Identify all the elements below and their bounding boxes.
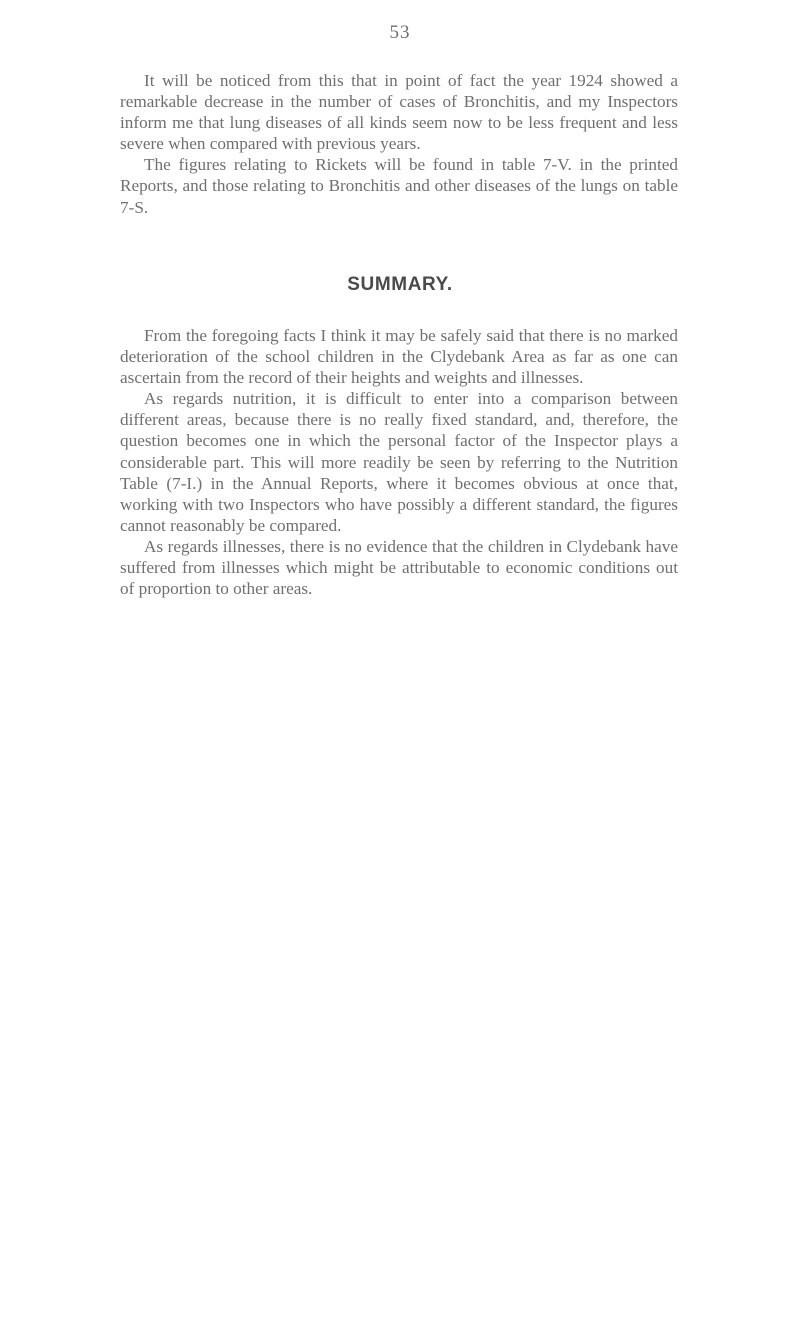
paragraph-bronchitis: It will be noticed from this that in point of fact the year 1924 showed a remarkable decrease in the number of cases of Bronchitis, and my Inspectors inform me that lung diseases of all kinds seem now to be less frequent and less severe when compared with previous years. [120,71,678,154]
intro-section [120,70,678,218]
paragraph-nutrition: As regards nutrition, it is difficult to enter into a comparison between different areas, because there is no really fixed standard, and, therefore, the question becomes one in which the personal factor of the Inspector plays a considerable part. This will more readily be seen by referring to the Nutrition Table (7-I.) in the Annual Reports, where it becomes obvious at once that, working with two Inspectors who have possibly a different standard, the figures cannot reasonably be compared. [120,389,678,535]
page-number: 53 [389,22,411,43]
summary-section [120,325,678,599]
paragraph-deterioration: From the foregoing facts I think it may be safely said that there is no marked deterioration of the school children in the Clydebank Area as far as one can ascertain from the record of their heights and weights and illnesses. [120,326,678,388]
paragraph-illnesses: As regards illnesses, there is no evidence that the children in Clydebank have suffered from illnesses which might be attributable to economic conditions out of proportion to other areas. [120,536,678,599]
paragraph-rickets-tables: The figures relating to Rickets will be found in table 7-V. in the printed Reports, and those relating to Bronchitis and other diseases of the lungs on table 7-S. [120,155,678,217]
summary-heading: SUMMARY. [347,274,453,295]
